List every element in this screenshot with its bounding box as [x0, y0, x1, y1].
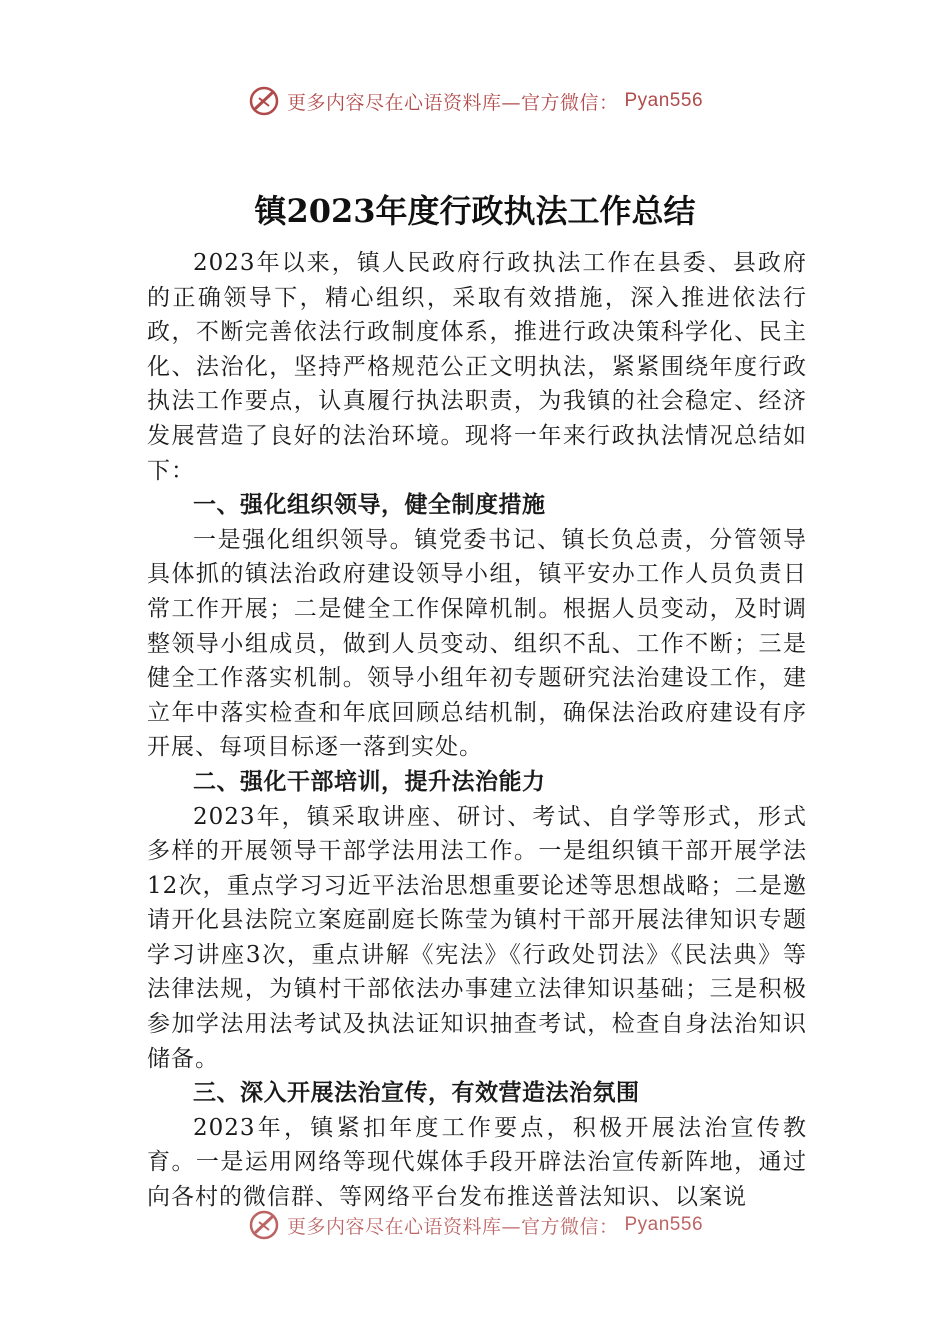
header-watermark-text: 更多内容尽在心语资料库—官方微信： — [286, 91, 619, 114]
intro-paragraph: 2023年以来，镇人民政府行政执法工作在县委、县政府的正确领导下，精心组织，采取有效措施，深入推进依法行政，不断完善依法行政制度体系，推进行政决策科学化、民主化、法治化，坚持严格规范公正文明执法，紧紧围绕年度行政执法工作要点，认真履行执法职责，为我镇的社会稳定、经济发展营造了良好的法治环境。现将一年来行政执法情况总结如下： — [147, 250, 807, 484]
section-3-heading: 三、深入开展法治宣传，有效营造法治氛围 — [193, 1080, 640, 1107]
section-2-paragraph: 2023年，镇采取讲座、研讨、考试、自学等形式，形式多样的开展领导干部学法用法工作。一是组织镇干部开展学法12次，重点学习习近平法治思想重要论述等思想战略；二是邀请开化县法院立案庭副庭长陈莹为镇村干部开展法律知识专题学习讲座3次，重点讲解《宪法》《行政处罚法》《民法典》等法律法规，为镇村干部依法办事建立法律知识基础；三是积极参加学法用法考试及执法证知识抽查考试，检查自身法治知识储备。 — [147, 803, 807, 1072]
section-3-paragraph: 2023年，镇紧扣年度工作要点，积极开展法治宣传教育。一是运用网络等现代媒体手段开辟法治宣传新阵地，通过向各村的微信群、等网络平台发布推送普法知识、以案说 — [147, 1114, 807, 1211]
header-watermark-id: Pyan556 — [624, 90, 704, 111]
seal-logo-icon — [247, 84, 281, 118]
header-watermark — [0, 84, 950, 118]
section-2-heading: 二、强化干部培训，提升法治能力 — [193, 768, 546, 795]
document-title: 镇2023年度行政执法工作总结 — [254, 192, 696, 230]
footer-watermark-id: Pyan556 — [624, 1214, 704, 1235]
document-body — [147, 246, 807, 1215]
footer-watermark-text: 更多内容尽在心语资料库—官方微信： — [286, 1215, 619, 1238]
footer-watermark — [0, 1208, 950, 1242]
section-1-paragraph: 一是强化组织领导。镇党委书记、镇长负总责，分管领导具体抓的镇法治政府建设领导小组，镇平安办工作人员负责日常工作开展；二是健全工作保障机制。根据人员变动，及时调整领导小组成员，做到人员变动、组织不乱、工作不断；三是健全工作落实机制。领导小组年初专题研究法治建设工作，建立年中落实检查和年底回顾总结机制，确保法治政府建设有序开展、每项目标逐一落到实处。 — [147, 526, 807, 761]
seal-logo-icon — [247, 1208, 281, 1242]
section-1-heading: 一、强化组织领导，健全制度措施 — [193, 492, 546, 519]
